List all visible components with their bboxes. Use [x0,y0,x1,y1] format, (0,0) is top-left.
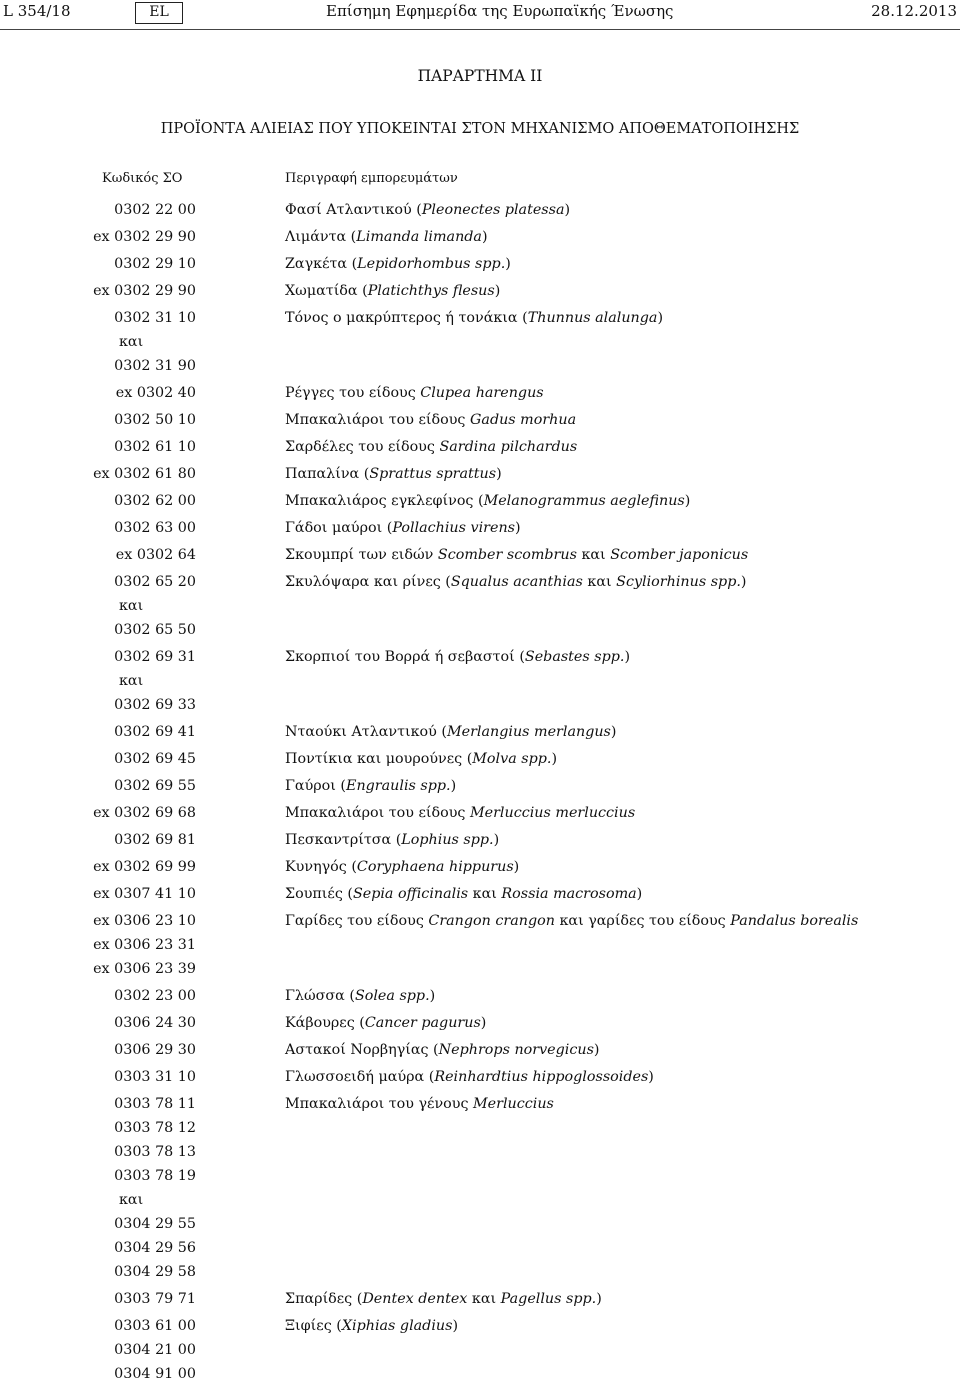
goods-description: Κάβουρες (Cancer pagurus) [285,1015,487,1031]
annex-title: ΠΑΡΑΡΤΗΜΑ II [417,67,543,85]
cn-code: 0302 65 50 [114,622,196,638]
table-row [0,1363,960,1385]
goods-description: Σπαρίδες (Dentex dentex και Pagellus spp.) [285,1291,602,1307]
cn-code: 0302 31 10 [114,310,196,326]
cn-code: 0304 29 56 [114,1240,196,1256]
table-row [0,1165,960,1187]
cn-code: 0302 65 20 [114,574,196,590]
goods-description: Σκυλόψαρα και ρίνες (Squalus acanthias και Scyliorhinus spp.) [285,574,747,590]
cn-code: ex 0302 29 90 [93,283,196,299]
table-row [0,934,960,956]
cn-code: 0302 69 41 [114,724,196,740]
cn-code: 0302 62 00 [114,493,196,509]
table-row [0,958,960,980]
cn-code: 0304 91 00 [114,1366,196,1382]
cn-code: 0302 69 55 [114,778,196,794]
table-row [0,985,960,1007]
column-header-description: Περιγραφή εμπορευμάτων [285,171,458,186]
goods-description: Σουπιές (Sepia officinalis και Rossia macrosoma) [285,886,643,902]
goods-description: Χωματίδα (Platichthys flesus) [285,283,501,299]
cn-code: ex 0307 41 10 [93,886,196,902]
page-reference: L 354/18 [3,2,71,20]
table-row [0,490,960,512]
table-row [0,694,960,716]
table-row [0,1066,960,1088]
goods-description: Νταούκι Ατλαντικού (Merlangius merlangus) [285,724,617,740]
goods-description: Σκορπιοί του Βορρά ή σεβαστοί (Sebastes spp.) [285,649,631,665]
cn-code: 0302 69 33 [114,697,196,713]
cn-code: 0302 69 81 [114,832,196,848]
goods-description: Γλωσσοειδή μαύρα (Reinhardtius hippoglossoides) [285,1069,654,1085]
cn-code: 0303 31 10 [114,1069,196,1085]
section-heading: ΠΡΟΪΟΝΤΑ ΑΛΙΕΙΑΣ ΠΟΥ ΥΠΟΚΕΙΝΤΑΙ ΣΤΟΝ ΜΗΧΑΝΙΣΜΟ ΑΠΟΘΕΜΑΤΟΠΟΙΗΣΗΣ [160,121,800,137]
table-row [0,619,960,641]
column-header-code: Κωδικός ΣΟ [102,171,183,186]
table-row [0,226,960,248]
goods-description: Πεσκαντρίτσα (Lophius spp.) [285,832,500,848]
publication-date: 28.12.2013 [871,2,957,20]
table-row [0,1189,960,1211]
goods-description: Μπακαλιάρος εγκλεφίνος (Melanogrammus aeglefinus) [285,493,691,509]
goods-description: Γαύροι (Engraulis spp.) [285,778,457,794]
table-row [0,280,960,302]
table-row [0,1012,960,1034]
goods-description: Παπαλίνα (Sprattus sprattus) [285,466,502,482]
cn-code: ex 0306 23 39 [93,961,196,977]
cn-code: 0302 22 00 [114,202,196,218]
table-row [0,382,960,404]
cn-code: 0302 69 31 [114,649,196,665]
cn-code: ex 0306 23 10 [93,913,196,929]
table-row [0,802,960,824]
table-row [0,463,960,485]
table-row [0,670,960,692]
goods-description: Σκουμπρί των ειδών Scomber scombrus και Scomber japonicus [285,547,749,563]
cn-code: 0303 78 12 [114,1120,196,1136]
cn-code: 0302 63 00 [114,520,196,536]
cn-code: και [119,334,144,350]
table-row [0,829,960,851]
goods-description: Αστακοί Νορβηγίας (Nephrops norvegicus) [285,1042,600,1058]
table-row [0,1339,960,1361]
table-row [0,646,960,668]
goods-description: Γάδοι μαύροι (Pollachius virens) [285,520,521,536]
cn-code: ex 0306 23 31 [93,937,196,953]
goods-description: Γαρίδες του είδους Crangon crangon και γαρίδες του είδους Pandalus borealis [285,913,859,929]
table-row [0,307,960,329]
table-row [0,883,960,905]
cn-code: 0304 29 58 [114,1264,196,1280]
table-row [0,1141,960,1163]
goods-description: Ρέγγες του είδους Clupea harengus [285,385,544,401]
cn-code: 0304 21 00 [114,1342,196,1358]
table-row [0,721,960,743]
table-row [0,1315,960,1337]
goods-description: Λιμάντα (Limanda limanda) [285,229,488,245]
cn-code: 0302 23 00 [114,988,196,1004]
cn-code: 0303 78 11 [114,1096,196,1112]
cn-code: 0306 29 30 [114,1042,196,1058]
journal-title: Επίσημη Εφημερίδα της Ευρωπαϊκής Ένωσης [326,2,674,20]
table-row [0,544,960,566]
table-row [0,1213,960,1235]
table-row [0,748,960,770]
table-row [0,253,960,275]
cn-code: ex 0302 69 99 [93,859,196,875]
cn-code: και [119,673,144,689]
cn-code: 0302 31 90 [114,358,196,374]
cn-code: ex 0302 29 90 [93,229,196,245]
goods-description: Μπακαλιάροι του είδους Merluccius merluccius [285,805,636,821]
goods-description: Φασί Ατλαντικού (Pleonectes platessa) [285,202,571,218]
cn-code: 0303 78 13 [114,1144,196,1160]
table-row [0,910,960,932]
table-row [0,856,960,878]
cn-code: 0303 79 71 [114,1291,196,1307]
table-row [0,1261,960,1283]
table-row [0,1093,960,1115]
cn-code: και [119,598,144,614]
page-header [0,2,960,26]
header-divider [0,29,960,30]
table-row [0,1237,960,1259]
table-row [0,409,960,431]
cn-code: 0302 69 45 [114,751,196,767]
table-row [0,355,960,377]
table-row [0,775,960,797]
goods-description: Μπακαλιάροι του γένους Merluccius [285,1096,554,1112]
table-row [0,1117,960,1139]
goods-description: Ποντίκια και μουρούνες (Molva spp.) [285,751,558,767]
goods-description: Σαρδέλες του είδους Sardina pilchardus [285,439,578,455]
goods-description: Γλώσσα (Solea spp.) [285,988,436,1004]
goods-description: Κυνηγός (Coryphaena hippurus) [285,859,520,875]
table-row [0,571,960,593]
cn-code: ex 0302 69 68 [93,805,196,821]
table-row [0,1039,960,1061]
goods-description: Τόνος ο μακρύπτερος ή τονάκια (Thunnus alalunga) [285,310,664,326]
table-row [0,1288,960,1310]
language-badge: EL [135,2,183,24]
table-row [0,331,960,353]
cn-code: και [119,1192,144,1208]
cn-code: 0302 50 10 [114,412,196,428]
table-row [0,517,960,539]
goods-description: Μπακαλιάροι του είδους Gadus morhua [285,412,577,428]
cn-code: ex 0302 61 80 [93,466,196,482]
cn-code: 0304 29 55 [114,1216,196,1232]
table-row [0,436,960,458]
table-row [0,595,960,617]
cn-code: 0306 24 30 [114,1015,196,1031]
cn-code: 0302 61 10 [114,439,196,455]
goods-description: Ζαγκέτα (Lepidorhombus spp.) [285,256,511,272]
cn-code: ex 0302 64 [115,547,196,563]
goods-description: Ξιφίες (Xiphias gladius) [285,1318,459,1334]
table-row [0,199,960,221]
cn-code: 0303 61 00 [114,1318,196,1334]
cn-code: ex 0302 40 [115,385,196,401]
cn-code: 0303 78 19 [114,1168,196,1184]
cn-code: 0302 29 10 [114,256,196,272]
